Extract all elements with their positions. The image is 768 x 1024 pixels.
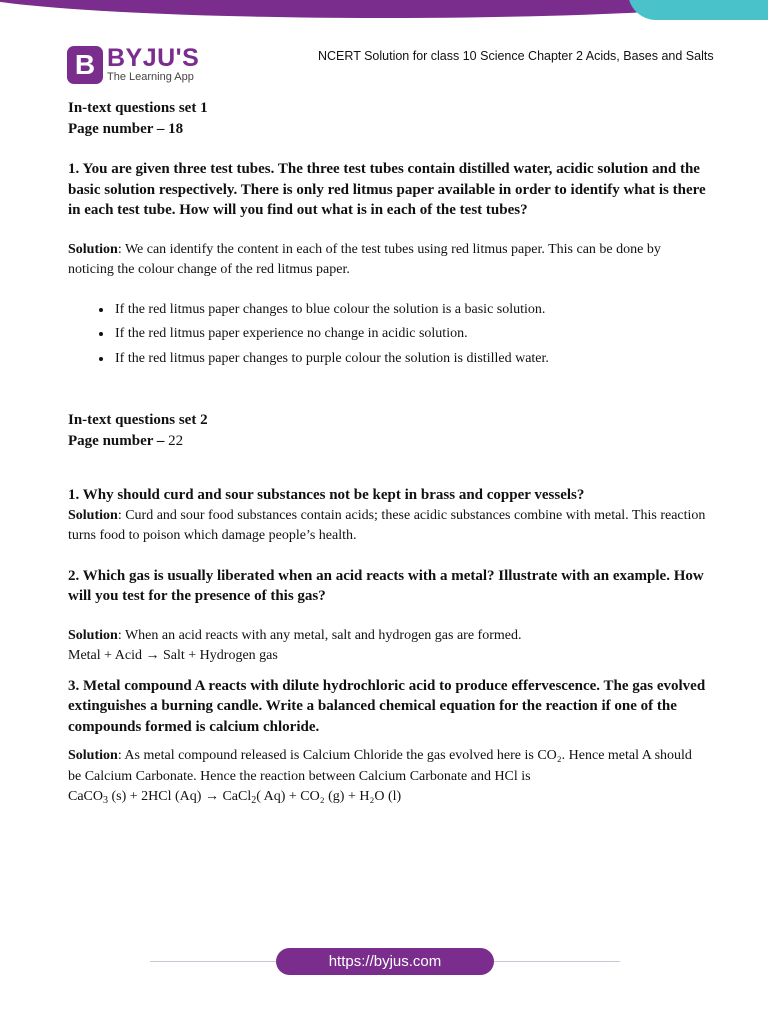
equation-subscript: 2 (251, 795, 257, 806)
equation-part: ( Aq) + CO₂ (g) + H₂O (l) (256, 789, 402, 804)
solution-text: : When an acid reacts with any metal, salt and hydrogen gas are formed. (117, 627, 522, 643)
top-decorative-band (0, 0, 768, 22)
document-header-title: NCERT Solution for class 10 Science Chapter 2 Acids, Bases and Salts (318, 49, 714, 63)
logo-text (107, 46, 199, 84)
set2-solution-2-equation: Metal + Acid → Salt + Hydrogen gas (68, 648, 278, 663)
equation-subscript: 3 (103, 795, 108, 806)
solution-label: Solution (68, 627, 118, 643)
document-body (68, 98, 708, 812)
set2-solution-3 (68, 746, 708, 787)
solution-text: : We can identify the content in each of the test tubes using red litmus paper. This can be done by noticing the colour change of the red litmus paper. (68, 241, 661, 277)
footer-website-link[interactable]: https://byjus.com (276, 948, 494, 975)
set2-solution-2 (68, 626, 708, 647)
set2-question-2: 2. Which gas is usually liberated when an acid reacts with a metal? Illustrate with an example. How will you test for the presence of this gas? (68, 567, 704, 604)
solution-label: Solution (68, 507, 118, 523)
set2-question-1: 1. Why should curd and sour substances not be kept in brass and copper vessels? (68, 487, 585, 503)
equation-part: CaCO (68, 789, 103, 804)
header-teal-accent (628, 0, 768, 20)
set1-page-number: Page number – 18 (68, 121, 184, 137)
solution-text: : As metal compound released is Calcium Chloride the gas evolved here is CO₂. Hence metal A should be Calcium Carbonate. Hence the reaction between Calcium Carbonate and HCl is (68, 748, 692, 784)
list-item: • If the red litmus paper experience no change in acidic solution. (113, 322, 708, 347)
equation-part: (s) + 2HCl (Aq) → CaCl (108, 789, 252, 804)
logo-tagline: The Learning App (107, 71, 194, 83)
byjus-logo (67, 44, 199, 86)
solution-text: : Curd and sour food substances contain acids; these acidic substances combine with metal. This reaction turns food to poison which damage people’s health. (68, 507, 706, 543)
set2-solution-1 (68, 506, 708, 547)
footer-divider-left (150, 961, 276, 962)
page-number-value: 22 (168, 433, 184, 449)
page-number-label: Page number – (68, 433, 169, 449)
logo-badge-icon: B (67, 46, 103, 84)
logo-brand-name: BYJU'S (107, 44, 200, 72)
chemical-equation (68, 787, 708, 812)
solution-label: Solution (68, 241, 118, 257)
set2-title: In-text questions set 2 (68, 412, 208, 428)
solution-bullet-list (68, 298, 708, 372)
set1-title: In-text questions set 1 (68, 100, 208, 116)
set2-page-number (68, 431, 708, 452)
solution-label: Solution (68, 748, 118, 763)
set1-question-1: 1. You are given three test tubes. The three test tubes contain distilled water, acidic solution and the basic solution respectively. There is only red litmus paper available in order to identify what is there in each test tube. How will you find out what is in each of the test tubes? (68, 161, 706, 218)
set2-question-3: 3. Metal compound A reacts with dilute hydrochloric acid to produce effervescence. The gas evolved extinguishes a burning candle. Write a balanced chemical equation for the reaction if one of the compounds formed is calcium chloride. (68, 677, 706, 735)
list-item: • If the red litmus paper changes to blue colour the solution is a basic solution. (113, 298, 708, 323)
set1-solution (68, 240, 708, 281)
list-item: • If the red litmus paper changes to purple colour the solution is distilled water. (113, 347, 708, 372)
footer-divider-right (494, 961, 620, 962)
